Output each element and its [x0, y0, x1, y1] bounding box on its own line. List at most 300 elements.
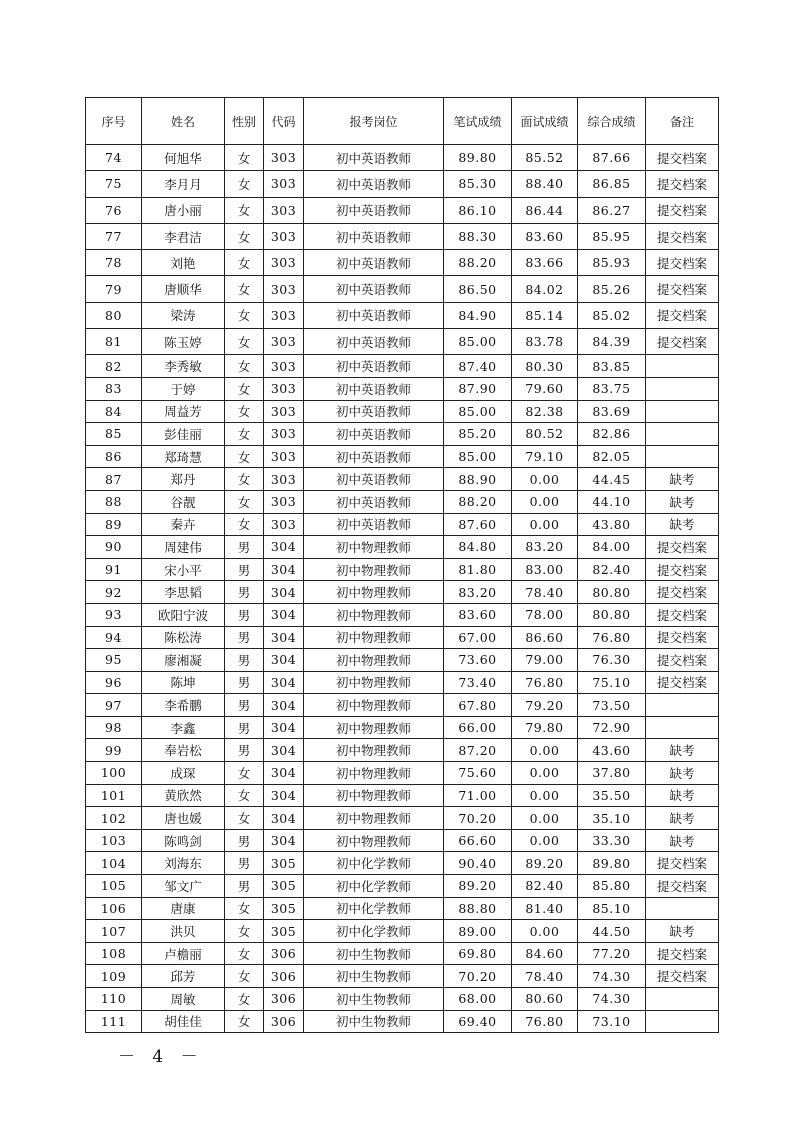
cell-code: 304: [264, 807, 304, 830]
cell-name: 黄欣然: [142, 784, 225, 807]
cell-code: 303: [264, 276, 304, 302]
table-row: [86, 875, 719, 898]
cell-written-score: 70.20: [444, 965, 512, 988]
cell-position: 初中英语教师: [304, 276, 444, 302]
cell-name: 梁涛: [142, 302, 225, 328]
cell-total-score: 85.95: [578, 223, 646, 249]
cell-remark: 缺考: [646, 920, 719, 943]
cell-position: 初中英语教师: [304, 171, 444, 197]
cell-index: 95: [86, 649, 142, 672]
cell-code: 304: [264, 581, 304, 604]
cell-total-score: 33.30: [578, 829, 646, 852]
cell-position: 初中英语教师: [304, 423, 444, 446]
cell-gender: 女: [225, 965, 264, 988]
cell-remark: 缺考: [646, 468, 719, 491]
cell-remark: [646, 897, 719, 920]
cell-code: 303: [264, 250, 304, 276]
score-table: [85, 97, 719, 1033]
cell-gender: 女: [225, 355, 264, 378]
cell-name: 唐顺华: [142, 276, 225, 302]
cell-remark: [646, 988, 719, 1011]
cell-name: 陈鸣剑: [142, 829, 225, 852]
cell-written-score: 71.00: [444, 784, 512, 807]
table-row: [86, 536, 719, 559]
cell-code: 304: [264, 694, 304, 717]
cell-index: 106: [86, 897, 142, 920]
cell-name: 唐康: [142, 897, 225, 920]
cell-position: 初中英语教师: [304, 400, 444, 423]
cell-written-score: 70.20: [444, 807, 512, 830]
cell-code: 304: [264, 784, 304, 807]
cell-position: 初中英语教师: [304, 468, 444, 491]
cell-total-score: 76.80: [578, 626, 646, 649]
cell-written-score: 89.80: [444, 145, 512, 171]
cell-interview-score: 0.00: [512, 468, 578, 491]
cell-name: 陈坤: [142, 671, 225, 694]
cell-gender: 男: [225, 581, 264, 604]
cell-code: 306: [264, 988, 304, 1011]
cell-gender: 男: [225, 536, 264, 559]
cell-code: 303: [264, 377, 304, 400]
cell-index: 93: [86, 603, 142, 626]
cell-index: 77: [86, 223, 142, 249]
table-row: [86, 171, 719, 197]
cell-name: 唐也媛: [142, 807, 225, 830]
cell-gender: 女: [225, 513, 264, 536]
cell-remark: [646, 377, 719, 400]
table-row: [86, 942, 719, 965]
cell-index: 83: [86, 377, 142, 400]
cell-index: 110: [86, 988, 142, 1011]
cell-remark: 提交档案: [646, 942, 719, 965]
cell-index: 92: [86, 581, 142, 604]
cell-total-score: 87.66: [578, 145, 646, 171]
cell-gender: 女: [225, 468, 264, 491]
cell-position: 初中生物教师: [304, 988, 444, 1011]
cell-gender: 男: [225, 671, 264, 694]
cell-remark: 缺考: [646, 490, 719, 513]
cell-code: 303: [264, 223, 304, 249]
cell-written-score: 85.00: [444, 400, 512, 423]
cell-code: 303: [264, 329, 304, 355]
cell-total-score: 75.10: [578, 671, 646, 694]
cell-name: 李希鹏: [142, 694, 225, 717]
table-row: [86, 276, 719, 302]
cell-gender: 男: [225, 829, 264, 852]
cell-code: 304: [264, 716, 304, 739]
cell-remark: 缺考: [646, 807, 719, 830]
cell-interview-score: 83.60: [512, 223, 578, 249]
cell-position: 初中英语教师: [304, 329, 444, 355]
cell-code: 304: [264, 739, 304, 762]
cell-code: 303: [264, 171, 304, 197]
cell-interview-score: 0.00: [512, 490, 578, 513]
cell-position: 初中英语教师: [304, 197, 444, 223]
cell-total-score: 85.10: [578, 897, 646, 920]
cell-gender: 男: [225, 558, 264, 581]
cell-position: 初中英语教师: [304, 377, 444, 400]
table-row: [86, 302, 719, 328]
cell-interview-score: 0.00: [512, 920, 578, 943]
cell-total-score: 43.80: [578, 513, 646, 536]
cell-position: 初中物理教师: [304, 829, 444, 852]
cell-index: 74: [86, 145, 142, 171]
cell-position: 初中英语教师: [304, 302, 444, 328]
header-code: 代码: [264, 98, 304, 145]
table-row: [86, 197, 719, 223]
cell-total-score: 77.20: [578, 942, 646, 965]
cell-written-score: 83.60: [444, 603, 512, 626]
cell-index: 81: [86, 329, 142, 355]
cell-position: 初中物理教师: [304, 581, 444, 604]
cell-written-score: 90.40: [444, 852, 512, 875]
cell-interview-score: 83.78: [512, 329, 578, 355]
cell-gender: 女: [225, 445, 264, 468]
cell-code: 306: [264, 965, 304, 988]
table-row: [86, 223, 719, 249]
cell-interview-score: 85.14: [512, 302, 578, 328]
cell-interview-score: 80.30: [512, 355, 578, 378]
cell-remark: 提交档案: [646, 852, 719, 875]
cell-gender: 女: [225, 250, 264, 276]
cell-gender: 男: [225, 649, 264, 672]
table-row: [86, 739, 719, 762]
cell-gender: 女: [225, 329, 264, 355]
cell-interview-score: 0.00: [512, 784, 578, 807]
cell-written-score: 85.20: [444, 423, 512, 446]
cell-code: 303: [264, 513, 304, 536]
table-header-row: [86, 98, 719, 145]
cell-written-score: 88.80: [444, 897, 512, 920]
cell-remark: 提交档案: [646, 671, 719, 694]
table-row: [86, 694, 719, 717]
cell-remark: 缺考: [646, 829, 719, 852]
cell-gender: 女: [225, 1010, 264, 1033]
table-row: [86, 377, 719, 400]
cell-position: 初中化学教师: [304, 897, 444, 920]
cell-written-score: 83.20: [444, 581, 512, 604]
cell-interview-score: 83.20: [512, 536, 578, 559]
cell-position: 初中物理教师: [304, 739, 444, 762]
cell-remark: 提交档案: [646, 171, 719, 197]
cell-interview-score: 86.60: [512, 626, 578, 649]
cell-name: 刘海东: [142, 852, 225, 875]
cell-remark: 提交档案: [646, 603, 719, 626]
cell-written-score: 88.30: [444, 223, 512, 249]
cell-name: 陈松涛: [142, 626, 225, 649]
cell-position: 初中物理教师: [304, 694, 444, 717]
cell-total-score: 82.05: [578, 445, 646, 468]
table-row: [86, 355, 719, 378]
cell-gender: 男: [225, 852, 264, 875]
cell-name: 李思韬: [142, 581, 225, 604]
cell-name: 周益芳: [142, 400, 225, 423]
cell-written-score: 89.00: [444, 920, 512, 943]
cell-total-score: 85.26: [578, 276, 646, 302]
cell-remark: [646, 400, 719, 423]
table-row: [86, 603, 719, 626]
cell-remark: [646, 716, 719, 739]
cell-name: 周建伟: [142, 536, 225, 559]
cell-interview-score: 79.80: [512, 716, 578, 739]
cell-position: 初中物理教师: [304, 762, 444, 785]
cell-interview-score: 0.00: [512, 807, 578, 830]
cell-index: 85: [86, 423, 142, 446]
cell-position: 初中生物教师: [304, 965, 444, 988]
cell-interview-score: 0.00: [512, 829, 578, 852]
cell-total-score: 37.80: [578, 762, 646, 785]
table-row: [86, 581, 719, 604]
cell-name: 郑琦慧: [142, 445, 225, 468]
cell-index: 111: [86, 1010, 142, 1033]
cell-interview-score: 84.60: [512, 942, 578, 965]
cell-gender: 女: [225, 400, 264, 423]
table-row: [86, 965, 719, 988]
cell-gender: 女: [225, 988, 264, 1011]
cell-interview-score: 80.52: [512, 423, 578, 446]
cell-name: 周敏: [142, 988, 225, 1011]
table-row: [86, 852, 719, 875]
cell-index: 100: [86, 762, 142, 785]
cell-interview-score: 76.80: [512, 1010, 578, 1033]
cell-total-score: 84.39: [578, 329, 646, 355]
cell-interview-score: 78.00: [512, 603, 578, 626]
cell-position: 初中英语教师: [304, 223, 444, 249]
table-row: [86, 988, 719, 1011]
cell-position: 初中英语教师: [304, 490, 444, 513]
cell-name: 洪贝: [142, 920, 225, 943]
table-row: [86, 784, 719, 807]
cell-name: 邱芳: [142, 965, 225, 988]
table-row: [86, 716, 719, 739]
cell-index: 103: [86, 829, 142, 852]
cell-written-score: 88.90: [444, 468, 512, 491]
table-row: [86, 920, 719, 943]
cell-total-score: 89.80: [578, 852, 646, 875]
cell-name: 于婷: [142, 377, 225, 400]
table-row: [86, 329, 719, 355]
cell-index: 82: [86, 355, 142, 378]
header-interview-score: 面试成绩: [512, 98, 578, 145]
cell-name: 李月月: [142, 171, 225, 197]
cell-gender: 男: [225, 603, 264, 626]
cell-index: 104: [86, 852, 142, 875]
cell-index: 99: [86, 739, 142, 762]
cell-code: 303: [264, 145, 304, 171]
cell-interview-score: 78.40: [512, 965, 578, 988]
cell-code: 305: [264, 920, 304, 943]
cell-interview-score: 76.80: [512, 671, 578, 694]
cell-index: 76: [86, 197, 142, 223]
cell-code: 305: [264, 897, 304, 920]
cell-gender: 男: [225, 694, 264, 717]
cell-code: 304: [264, 762, 304, 785]
cell-code: 303: [264, 468, 304, 491]
cell-index: 89: [86, 513, 142, 536]
table-row: [86, 490, 719, 513]
cell-position: 初中物理教师: [304, 784, 444, 807]
cell-index: 98: [86, 716, 142, 739]
cell-interview-score: 88.40: [512, 171, 578, 197]
cell-written-score: 69.40: [444, 1010, 512, 1033]
cell-gender: 女: [225, 377, 264, 400]
cell-total-score: 44.50: [578, 920, 646, 943]
cell-name: 邹文广: [142, 875, 225, 898]
cell-name: 廖湘凝: [142, 649, 225, 672]
cell-total-score: 82.40: [578, 558, 646, 581]
table-row: [86, 807, 719, 830]
cell-name: 李秀敏: [142, 355, 225, 378]
cell-written-score: 86.50: [444, 276, 512, 302]
cell-gender: 女: [225, 145, 264, 171]
cell-written-score: 73.60: [444, 649, 512, 672]
cell-written-score: 69.80: [444, 942, 512, 965]
cell-position: 初中英语教师: [304, 513, 444, 536]
cell-index: 94: [86, 626, 142, 649]
table-row: [86, 145, 719, 171]
cell-remark: 提交档案: [646, 558, 719, 581]
cell-written-score: 85.00: [444, 445, 512, 468]
cell-remark: 提交档案: [646, 626, 719, 649]
cell-interview-score: 78.40: [512, 581, 578, 604]
cell-index: 101: [86, 784, 142, 807]
cell-gender: 女: [225, 171, 264, 197]
cell-name: 郑丹: [142, 468, 225, 491]
cell-gender: 男: [225, 739, 264, 762]
cell-total-score: 80.80: [578, 581, 646, 604]
cell-total-score: 86.85: [578, 171, 646, 197]
cell-code: 306: [264, 1010, 304, 1033]
table-row: [86, 762, 719, 785]
cell-gender: 女: [225, 276, 264, 302]
cell-position: 初中物理教师: [304, 671, 444, 694]
cell-total-score: 83.75: [578, 377, 646, 400]
cell-total-score: 86.27: [578, 197, 646, 223]
cell-interview-score: 0.00: [512, 513, 578, 536]
cell-written-score: 84.90: [444, 302, 512, 328]
cell-remark: 缺考: [646, 762, 719, 785]
cell-index: 107: [86, 920, 142, 943]
cell-index: 88: [86, 490, 142, 513]
cell-name: 宋小平: [142, 558, 225, 581]
table-row: [86, 558, 719, 581]
cell-remark: 提交档案: [646, 197, 719, 223]
cell-written-score: 87.20: [444, 739, 512, 762]
cell-total-score: 35.50: [578, 784, 646, 807]
cell-written-score: 67.80: [444, 694, 512, 717]
cell-index: 79: [86, 276, 142, 302]
cell-interview-score: 79.60: [512, 377, 578, 400]
cell-position: 初中英语教师: [304, 355, 444, 378]
cell-name: 成琛: [142, 762, 225, 785]
cell-name: 卢檐丽: [142, 942, 225, 965]
cell-written-score: 81.80: [444, 558, 512, 581]
cell-written-score: 66.60: [444, 829, 512, 852]
cell-total-score: 82.86: [578, 423, 646, 446]
cell-position: 初中英语教师: [304, 145, 444, 171]
cell-code: 303: [264, 490, 304, 513]
cell-index: 97: [86, 694, 142, 717]
cell-interview-score: 80.60: [512, 988, 578, 1011]
cell-total-score: 74.30: [578, 965, 646, 988]
cell-gender: 女: [225, 423, 264, 446]
cell-name: 李鑫: [142, 716, 225, 739]
cell-code: 304: [264, 603, 304, 626]
cell-gender: 女: [225, 223, 264, 249]
cell-written-score: 87.60: [444, 513, 512, 536]
cell-remark: [646, 1010, 719, 1033]
cell-total-score: 44.45: [578, 468, 646, 491]
cell-interview-score: 79.20: [512, 694, 578, 717]
cell-written-score: 88.20: [444, 490, 512, 513]
cell-written-score: 87.40: [444, 355, 512, 378]
cell-written-score: 68.00: [444, 988, 512, 1011]
cell-total-score: 85.93: [578, 250, 646, 276]
cell-total-score: 76.30: [578, 649, 646, 672]
cell-position: 初中物理教师: [304, 626, 444, 649]
table-row: [86, 423, 719, 446]
cell-code: 306: [264, 942, 304, 965]
cell-code: 304: [264, 626, 304, 649]
cell-total-score: 85.80: [578, 875, 646, 898]
cell-total-score: 72.90: [578, 716, 646, 739]
cell-remark: [646, 355, 719, 378]
cell-gender: 女: [225, 784, 264, 807]
cell-interview-score: 89.20: [512, 852, 578, 875]
cell-total-score: 84.00: [578, 536, 646, 559]
cell-gender: 女: [225, 302, 264, 328]
cell-position: 初中物理教师: [304, 649, 444, 672]
table-row: [86, 250, 719, 276]
cell-code: 303: [264, 445, 304, 468]
cell-name: 奉岩松: [142, 739, 225, 762]
cell-written-score: 86.10: [444, 197, 512, 223]
cell-gender: 男: [225, 875, 264, 898]
cell-code: 305: [264, 875, 304, 898]
cell-total-score: 44.10: [578, 490, 646, 513]
cell-name: 欧阳宁波: [142, 603, 225, 626]
cell-name: 胡佳佳: [142, 1010, 225, 1033]
cell-gender: 女: [225, 942, 264, 965]
cell-index: 91: [86, 558, 142, 581]
header-written-score: 笔试成绩: [444, 98, 512, 145]
table-row: [86, 671, 719, 694]
cell-code: 304: [264, 671, 304, 694]
cell-position: 初中英语教师: [304, 250, 444, 276]
cell-code: 304: [264, 649, 304, 672]
cell-interview-score: 83.66: [512, 250, 578, 276]
cell-position: 初中英语教师: [304, 445, 444, 468]
cell-written-score: 75.60: [444, 762, 512, 785]
cell-position: 初中生物教师: [304, 942, 444, 965]
cell-interview-score: 82.40: [512, 875, 578, 898]
cell-position: 初中化学教师: [304, 852, 444, 875]
cell-remark: 提交档案: [646, 965, 719, 988]
table-row: [86, 513, 719, 536]
header-name: 姓名: [142, 98, 225, 145]
cell-total-score: 73.10: [578, 1010, 646, 1033]
cell-index: 105: [86, 875, 142, 898]
cell-position: 初中物理教师: [304, 558, 444, 581]
cell-written-score: 85.00: [444, 329, 512, 355]
cell-remark: 缺考: [646, 739, 719, 762]
cell-interview-score: 86.44: [512, 197, 578, 223]
cell-remark: 提交档案: [646, 223, 719, 249]
cell-written-score: 73.40: [444, 671, 512, 694]
cell-remark: [646, 445, 719, 468]
cell-interview-score: 81.40: [512, 897, 578, 920]
cell-gender: 女: [225, 490, 264, 513]
